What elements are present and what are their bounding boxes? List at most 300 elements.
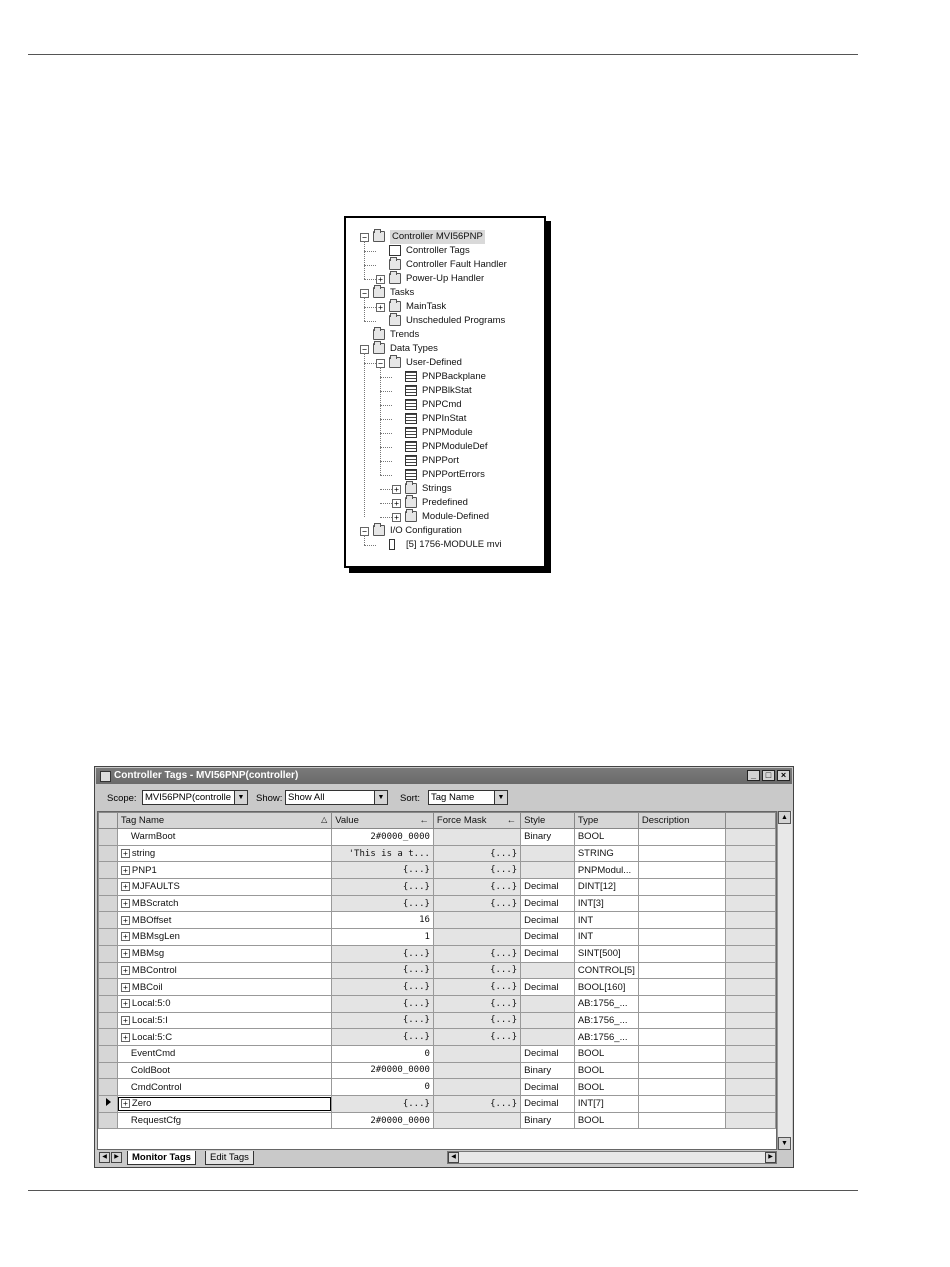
column-header-blank bbox=[726, 813, 776, 829]
style-cell[interactable]: Decimal bbox=[521, 979, 575, 996]
table-row[interactable] bbox=[99, 962, 776, 979]
tree-node-label: [5] 1756-MODULE mvi bbox=[406, 539, 502, 550]
description-cell[interactable] bbox=[638, 962, 725, 979]
tag-name-cell[interactable] bbox=[117, 879, 331, 896]
tag-name-cell[interactable] bbox=[117, 995, 331, 1012]
blank-cell bbox=[726, 1012, 776, 1029]
type-cell[interactable]: INT[7] bbox=[574, 1096, 638, 1113]
tag-name-cell[interactable] bbox=[117, 945, 331, 962]
tree-node-label: Data Types bbox=[390, 343, 438, 354]
row-header[interactable] bbox=[99, 829, 118, 846]
type-cell[interactable]: AB:1756_... bbox=[574, 1012, 638, 1029]
tag-name-cell[interactable] bbox=[117, 979, 331, 996]
table-row[interactable] bbox=[99, 995, 776, 1012]
value-cell[interactable]: {...} bbox=[332, 945, 434, 962]
type-cell[interactable]: CONTROL[5] bbox=[574, 962, 638, 979]
style-cell[interactable]: Decimal bbox=[521, 895, 575, 912]
tag-name: PNP1 bbox=[131, 864, 157, 876]
force-mask-cell[interactable] bbox=[433, 912, 520, 929]
dropdown-arrow-icon[interactable]: ▼ bbox=[494, 791, 507, 804]
tag-name-cell[interactable] bbox=[117, 912, 331, 929]
blank-cell bbox=[726, 1079, 776, 1096]
expand-icon[interactable]: + bbox=[392, 513, 401, 522]
description-cell[interactable] bbox=[638, 1112, 725, 1129]
table-row[interactable] bbox=[99, 1079, 776, 1096]
style-cell[interactable] bbox=[521, 962, 575, 979]
tag-name-cell[interactable] bbox=[117, 929, 331, 946]
value-cell[interactable]: {...} bbox=[332, 895, 434, 912]
type-cell[interactable]: BOOL bbox=[574, 1062, 638, 1079]
horizontal-scrollbar[interactable] bbox=[447, 1151, 777, 1164]
row-header[interactable] bbox=[99, 945, 118, 962]
tag-name-cell[interactable] bbox=[117, 862, 331, 879]
force-mask-cell[interactable]: {...} bbox=[433, 995, 520, 1012]
collapse-icon[interactable]: − bbox=[360, 527, 369, 536]
tag-name-cell[interactable] bbox=[117, 895, 331, 912]
column-header-style[interactable]: Style bbox=[521, 813, 575, 829]
expand-icon[interactable]: + bbox=[121, 866, 130, 875]
scope-value: MVI56PNP(controlle bbox=[145, 792, 232, 803]
tag-name: MBMsgLen bbox=[131, 931, 180, 943]
style-cell[interactable] bbox=[521, 995, 575, 1012]
value-cell[interactable]: 0 bbox=[332, 1079, 434, 1096]
row-header[interactable] bbox=[99, 879, 118, 896]
folder-icon bbox=[373, 329, 385, 340]
tag-name-cell[interactable] bbox=[117, 1079, 331, 1096]
value-cell[interactable]: {...} bbox=[332, 995, 434, 1012]
description-cell[interactable] bbox=[638, 1079, 725, 1096]
description-cell[interactable] bbox=[638, 1012, 725, 1029]
value-cell[interactable]: 2#0000_0000 bbox=[332, 1062, 434, 1079]
blank-cell bbox=[726, 1062, 776, 1079]
expand-icon[interactable]: + bbox=[121, 983, 130, 992]
tag-name-cell[interactable] bbox=[117, 1112, 331, 1129]
scroll-down-icon[interactable]: ▼ bbox=[778, 1137, 791, 1150]
expand-icon[interactable]: + bbox=[121, 849, 130, 858]
sort-dropdown[interactable] bbox=[428, 790, 508, 805]
expand-icon[interactable]: + bbox=[121, 1099, 130, 1108]
tree-node-label: PNPInStat bbox=[422, 413, 467, 424]
table-row[interactable] bbox=[99, 862, 776, 879]
arrow-left-icon: ← bbox=[506, 815, 517, 826]
tree-connector bbox=[380, 391, 392, 392]
force-mask-cell[interactable]: {...} bbox=[433, 895, 520, 912]
tree-node-label: PNPCmd bbox=[422, 399, 462, 410]
tree-node-label: Controller MVI56PNP bbox=[392, 231, 483, 242]
row-header[interactable] bbox=[99, 845, 118, 862]
type-cell[interactable]: INT bbox=[574, 929, 638, 946]
table-row[interactable] bbox=[99, 912, 776, 929]
force-mask-cell[interactable] bbox=[433, 1045, 520, 1062]
bottom-bar bbox=[97, 1151, 791, 1166]
datatype-folder-icon bbox=[405, 483, 417, 494]
type-cell[interactable]: AB:1756_... bbox=[574, 1029, 638, 1046]
row-header[interactable] bbox=[99, 979, 118, 996]
value-cell[interactable]: {...} bbox=[332, 1096, 434, 1113]
tree-connector bbox=[364, 545, 376, 546]
table-row[interactable] bbox=[99, 845, 776, 862]
description-cell[interactable] bbox=[638, 929, 725, 946]
tree-node-label: Trends bbox=[390, 329, 420, 340]
tab-monitor-tags[interactable]: Monitor Tags bbox=[127, 1151, 196, 1165]
tree-connector bbox=[380, 433, 392, 434]
row-header[interactable] bbox=[99, 912, 118, 929]
force-mask-cell[interactable]: {...} bbox=[433, 845, 520, 862]
dropdown-arrow-icon[interactable]: ▼ bbox=[234, 791, 247, 804]
tag-name: MBMsg bbox=[131, 948, 165, 960]
dropdown-arrow-icon[interactable]: ▼ bbox=[374, 791, 387, 804]
value-cell[interactable]: {...} bbox=[332, 962, 434, 979]
style-cell[interactable]: Decimal bbox=[521, 879, 575, 896]
tag-name: ColdBoot bbox=[130, 1064, 171, 1076]
type-cell[interactable]: INT[3] bbox=[574, 895, 638, 912]
blank-cell bbox=[726, 1096, 776, 1113]
folder-icon bbox=[389, 315, 401, 326]
folder-icon bbox=[389, 259, 401, 270]
blank-cell bbox=[726, 929, 776, 946]
tag-name: WarmBoot bbox=[130, 831, 176, 843]
tree-connector bbox=[364, 279, 376, 280]
column-header-description[interactable]: Description bbox=[638, 813, 725, 829]
type-cell[interactable]: BOOL bbox=[574, 1112, 638, 1129]
header-row bbox=[99, 813, 776, 829]
style-cell[interactable] bbox=[521, 862, 575, 879]
close-button[interactable]: × bbox=[777, 770, 790, 781]
description-cell[interactable] bbox=[638, 1045, 725, 1062]
tree-connector bbox=[380, 419, 392, 420]
tree-node-label: PNPBackplane bbox=[422, 371, 486, 382]
force-mask-cell[interactable] bbox=[433, 929, 520, 946]
description-cell[interactable] bbox=[638, 979, 725, 996]
expand-icon[interactable]: + bbox=[392, 499, 401, 508]
tree-node-label: Controller Fault Handler bbox=[406, 259, 507, 270]
tree-connector bbox=[364, 265, 376, 266]
folder-icon bbox=[373, 525, 385, 536]
type-cell[interactable]: PNPModul... bbox=[574, 862, 638, 879]
tab-scroll-right-icon[interactable]: ▶ bbox=[111, 1152, 122, 1163]
window-title: Controller Tags - MVI56PNP(controller) bbox=[114, 770, 299, 781]
show-dropdown[interactable] bbox=[285, 790, 388, 805]
force-mask-cell[interactable]: {...} bbox=[433, 979, 520, 996]
tree-node-label: Power-Up Handler bbox=[406, 273, 485, 284]
restore-button[interactable]: □ bbox=[762, 770, 775, 781]
style-cell[interactable]: Decimal bbox=[521, 1079, 575, 1096]
description-cell[interactable] bbox=[638, 1029, 725, 1046]
tag-name-cell[interactable] bbox=[117, 1045, 331, 1062]
row-header[interactable] bbox=[99, 1079, 118, 1096]
tag-name: MBControl bbox=[131, 964, 177, 976]
type-cell[interactable]: SINT[500] bbox=[574, 945, 638, 962]
expand-icon[interactable]: + bbox=[121, 882, 130, 891]
tree-connector bbox=[380, 475, 392, 476]
datatype-folder-icon bbox=[389, 357, 401, 368]
tree-connector bbox=[364, 251, 376, 252]
tree-connector bbox=[380, 405, 392, 406]
tree-connector bbox=[364, 307, 376, 308]
tag-name: CmdControl bbox=[130, 1081, 182, 1093]
style-cell[interactable] bbox=[521, 1012, 575, 1029]
row-header[interactable] bbox=[99, 1029, 118, 1046]
tag-name-cell[interactable] bbox=[117, 829, 331, 846]
tree-connector bbox=[380, 517, 392, 518]
sort-label: Sort: bbox=[400, 793, 421, 804]
row-header[interactable] bbox=[99, 1112, 118, 1129]
app-icon bbox=[100, 771, 111, 782]
tag-name-cell[interactable] bbox=[117, 1096, 331, 1113]
tags-table bbox=[98, 812, 776, 1129]
blank-cell bbox=[726, 879, 776, 896]
force-mask-cell[interactable]: {...} bbox=[433, 1012, 520, 1029]
value-cell[interactable]: 1 bbox=[332, 929, 434, 946]
tree-connector bbox=[380, 367, 381, 475]
force-mask-cell[interactable]: {...} bbox=[433, 1096, 520, 1113]
expand-icon[interactable]: + bbox=[121, 949, 130, 958]
row-header[interactable] bbox=[99, 929, 118, 946]
scroll-right-icon[interactable]: ▶ bbox=[765, 1152, 776, 1163]
style-cell[interactable]: Decimal bbox=[521, 929, 575, 946]
type-cell[interactable]: AB:1756_... bbox=[574, 995, 638, 1012]
row-header[interactable] bbox=[99, 995, 118, 1012]
style-cell[interactable]: Decimal bbox=[521, 1045, 575, 1062]
value-cell[interactable]: {...} bbox=[332, 979, 434, 996]
value-cell[interactable]: 16 bbox=[332, 912, 434, 929]
tag-name-header-label: Tag Name bbox=[120, 815, 165, 826]
force-mask-cell[interactable]: {...} bbox=[433, 879, 520, 896]
style-cell[interactable]: Binary bbox=[521, 1112, 575, 1129]
value-cell[interactable]: 2#0000_0000 bbox=[332, 1112, 434, 1129]
description-cell[interactable] bbox=[638, 1062, 725, 1079]
controller-tags-window bbox=[94, 766, 794, 1168]
blank-cell bbox=[726, 829, 776, 846]
force-mask-cell[interactable]: {...} bbox=[433, 945, 520, 962]
tag-name-cell[interactable] bbox=[117, 962, 331, 979]
style-cell[interactable]: Decimal bbox=[521, 945, 575, 962]
value-cell[interactable]: {...} bbox=[332, 1029, 434, 1046]
tree-connector bbox=[364, 535, 365, 545]
table-row[interactable] bbox=[99, 1012, 776, 1029]
type-cell[interactable]: INT bbox=[574, 912, 638, 929]
datatype-icon bbox=[405, 455, 417, 466]
table-row[interactable] bbox=[99, 945, 776, 962]
tag-name-cell[interactable] bbox=[117, 1062, 331, 1079]
column-header-tag-name[interactable] bbox=[117, 813, 331, 829]
description-cell[interactable] bbox=[638, 895, 725, 912]
tab-edit-tags[interactable]: Edit Tags bbox=[205, 1151, 254, 1165]
description-cell[interactable] bbox=[638, 829, 725, 846]
style-cell[interactable]: Binary bbox=[521, 1062, 575, 1079]
title-bar[interactable] bbox=[96, 768, 792, 784]
datatype-icon bbox=[405, 371, 417, 382]
description-cell[interactable] bbox=[638, 845, 725, 862]
tree-node-label: PNPBlkStat bbox=[422, 385, 472, 396]
description-cell[interactable] bbox=[638, 995, 725, 1012]
row-header[interactable] bbox=[99, 862, 118, 879]
datatype-icon bbox=[405, 385, 417, 396]
blank-cell bbox=[726, 1112, 776, 1129]
value-cell[interactable]: 0 bbox=[332, 1045, 434, 1062]
force-mask-cell[interactable]: {...} bbox=[433, 1029, 520, 1046]
column-header-type[interactable]: Type bbox=[574, 813, 638, 829]
sort-value: Tag Name bbox=[431, 792, 475, 803]
tag-name-cell[interactable] bbox=[117, 1012, 331, 1029]
datatype-icon bbox=[405, 427, 417, 438]
style-cell[interactable] bbox=[521, 1029, 575, 1046]
tree-connector bbox=[364, 241, 365, 279]
row-header[interactable] bbox=[99, 1062, 118, 1079]
tag-name: MBScratch bbox=[131, 898, 179, 910]
table-row[interactable] bbox=[99, 1029, 776, 1046]
table-row[interactable] bbox=[99, 829, 776, 846]
tree-connector bbox=[380, 377, 392, 378]
vertical-scrollbar[interactable] bbox=[777, 811, 792, 1150]
collapse-icon[interactable]: − bbox=[360, 289, 369, 298]
column-header-value[interactable] bbox=[332, 813, 434, 829]
force-mask-cell[interactable] bbox=[433, 1079, 520, 1096]
tab-scroll-left-icon[interactable]: ◀ bbox=[99, 1152, 110, 1163]
folder-icon bbox=[373, 287, 385, 298]
collapse-icon[interactable]: − bbox=[360, 345, 369, 354]
table-row[interactable] bbox=[99, 879, 776, 896]
blank-cell bbox=[726, 1029, 776, 1046]
description-cell[interactable] bbox=[638, 1096, 725, 1113]
description-cell[interactable] bbox=[638, 912, 725, 929]
style-cell[interactable] bbox=[521, 845, 575, 862]
force-mask-cell[interactable] bbox=[433, 1112, 520, 1129]
table-row[interactable] bbox=[99, 895, 776, 912]
force-mask-cell[interactable]: {...} bbox=[433, 862, 520, 879]
force-mask-header-label: Force Mask bbox=[436, 815, 487, 826]
row-header[interactable] bbox=[99, 1045, 118, 1062]
type-cell[interactable]: BOOL[160] bbox=[574, 979, 638, 996]
description-cell[interactable] bbox=[638, 879, 725, 896]
expand-icon[interactable]: + bbox=[121, 1016, 130, 1025]
type-cell[interactable]: BOOL bbox=[574, 1045, 638, 1062]
minimize-button[interactable]: _ bbox=[747, 770, 760, 781]
expand-icon[interactable]: + bbox=[121, 899, 130, 908]
collapse-icon[interactable]: − bbox=[376, 359, 385, 368]
tag-name: RequestCfg bbox=[130, 1115, 182, 1127]
arrow-left-icon: ← bbox=[419, 815, 429, 826]
scope-dropdown[interactable] bbox=[142, 790, 248, 805]
scroll-left-icon[interactable]: ◀ bbox=[448, 1152, 459, 1163]
table-row[interactable] bbox=[99, 1045, 776, 1062]
tree-connector bbox=[364, 297, 365, 321]
column-header-force-mask[interactable] bbox=[433, 813, 520, 829]
scope-label: Scope: bbox=[107, 793, 137, 804]
type-cell[interactable]: BOOL bbox=[574, 1079, 638, 1096]
tag-name: MJFAULTS bbox=[131, 881, 180, 893]
force-mask-cell[interactable]: {...} bbox=[433, 962, 520, 979]
tree-node-label: Controller Tags bbox=[406, 245, 470, 256]
module-icon bbox=[389, 539, 395, 550]
table-row[interactable] bbox=[99, 929, 776, 946]
table-row[interactable] bbox=[99, 1096, 776, 1113]
table-row[interactable] bbox=[99, 1112, 776, 1129]
blank-cell bbox=[726, 912, 776, 929]
row-header[interactable] bbox=[99, 962, 118, 979]
tree-connector bbox=[380, 489, 392, 490]
tag-name: Local:5:C bbox=[131, 1031, 173, 1043]
value-cell[interactable]: 'This is a t... bbox=[332, 845, 434, 862]
tree-connector bbox=[364, 353, 365, 517]
tag-name: MBCoil bbox=[131, 981, 163, 993]
table-row[interactable] bbox=[99, 979, 776, 996]
force-mask-cell[interactable] bbox=[433, 1062, 520, 1079]
tree-connector bbox=[380, 503, 392, 504]
tree-node-label: PNPModuleDef bbox=[422, 441, 488, 452]
row-header-corner bbox=[99, 813, 118, 829]
value-cell[interactable]: {...} bbox=[332, 879, 434, 896]
tree-node-label: MainTask bbox=[406, 301, 447, 312]
type-cell[interactable]: BOOL bbox=[574, 829, 638, 846]
value-cell[interactable]: 2#0000_0000 bbox=[332, 829, 434, 846]
datatype-folder-icon bbox=[405, 511, 417, 522]
tree-node-label: Module-Defined bbox=[422, 511, 490, 522]
expand-icon[interactable]: + bbox=[376, 275, 385, 284]
folder-icon bbox=[389, 273, 401, 284]
datatype-icon bbox=[405, 413, 417, 424]
expand-icon[interactable]: + bbox=[121, 1033, 130, 1042]
blank-cell bbox=[726, 845, 776, 862]
datatype-icon bbox=[405, 469, 417, 480]
description-cell[interactable] bbox=[638, 945, 725, 962]
top-rule bbox=[28, 54, 858, 55]
type-cell[interactable]: STRING bbox=[574, 845, 638, 862]
tag-name-cell[interactable] bbox=[117, 1029, 331, 1046]
description-cell[interactable] bbox=[638, 862, 725, 879]
blank-cell bbox=[726, 945, 776, 962]
style-cell[interactable]: Binary bbox=[521, 829, 575, 846]
tag-name: Local:5:I bbox=[131, 1014, 168, 1026]
current-row-pointer-icon bbox=[106, 1098, 111, 1106]
expand-icon[interactable]: + bbox=[121, 999, 130, 1008]
expand-icon[interactable]: + bbox=[121, 932, 130, 941]
tag-name-cell[interactable] bbox=[117, 845, 331, 862]
tree-connector bbox=[380, 447, 392, 448]
folder-icon bbox=[373, 343, 385, 354]
tree-node-label: Tasks bbox=[390, 287, 415, 298]
bottom-rule bbox=[28, 1190, 858, 1191]
type-cell[interactable]: DINT[12] bbox=[574, 879, 638, 896]
row-header[interactable] bbox=[99, 895, 118, 912]
datatype-icon bbox=[405, 399, 417, 410]
tag-rows bbox=[99, 829, 776, 1129]
tree-node-label: User-Defined bbox=[406, 357, 462, 368]
value-cell[interactable]: {...} bbox=[332, 1012, 434, 1029]
expand-icon[interactable]: + bbox=[121, 916, 130, 925]
expand-icon[interactable]: + bbox=[392, 485, 401, 494]
style-cell[interactable]: Decimal bbox=[521, 912, 575, 929]
row-header[interactable] bbox=[99, 1096, 118, 1113]
expand-icon[interactable]: + bbox=[121, 966, 130, 975]
tag-name: string bbox=[131, 848, 156, 860]
tree-node-label: Predefined bbox=[422, 497, 468, 508]
expand-icon[interactable]: + bbox=[376, 303, 385, 312]
datatype-icon bbox=[405, 441, 417, 452]
value-cell[interactable]: {...} bbox=[332, 862, 434, 879]
tree-node-label: I/O Configuration bbox=[390, 525, 462, 536]
style-cell[interactable]: Decimal bbox=[521, 1096, 575, 1113]
force-mask-cell[interactable] bbox=[433, 829, 520, 846]
tree-node-label: Unscheduled Programs bbox=[406, 315, 506, 326]
tree-connector bbox=[380, 461, 392, 462]
show-value: Show All bbox=[288, 792, 325, 803]
scroll-up-icon[interactable]: ▲ bbox=[778, 811, 791, 824]
sort-ascending-icon: △ bbox=[321, 815, 328, 824]
row-header[interactable] bbox=[99, 1012, 118, 1029]
collapse-icon[interactable]: − bbox=[360, 233, 369, 242]
table-row[interactable] bbox=[99, 1062, 776, 1079]
